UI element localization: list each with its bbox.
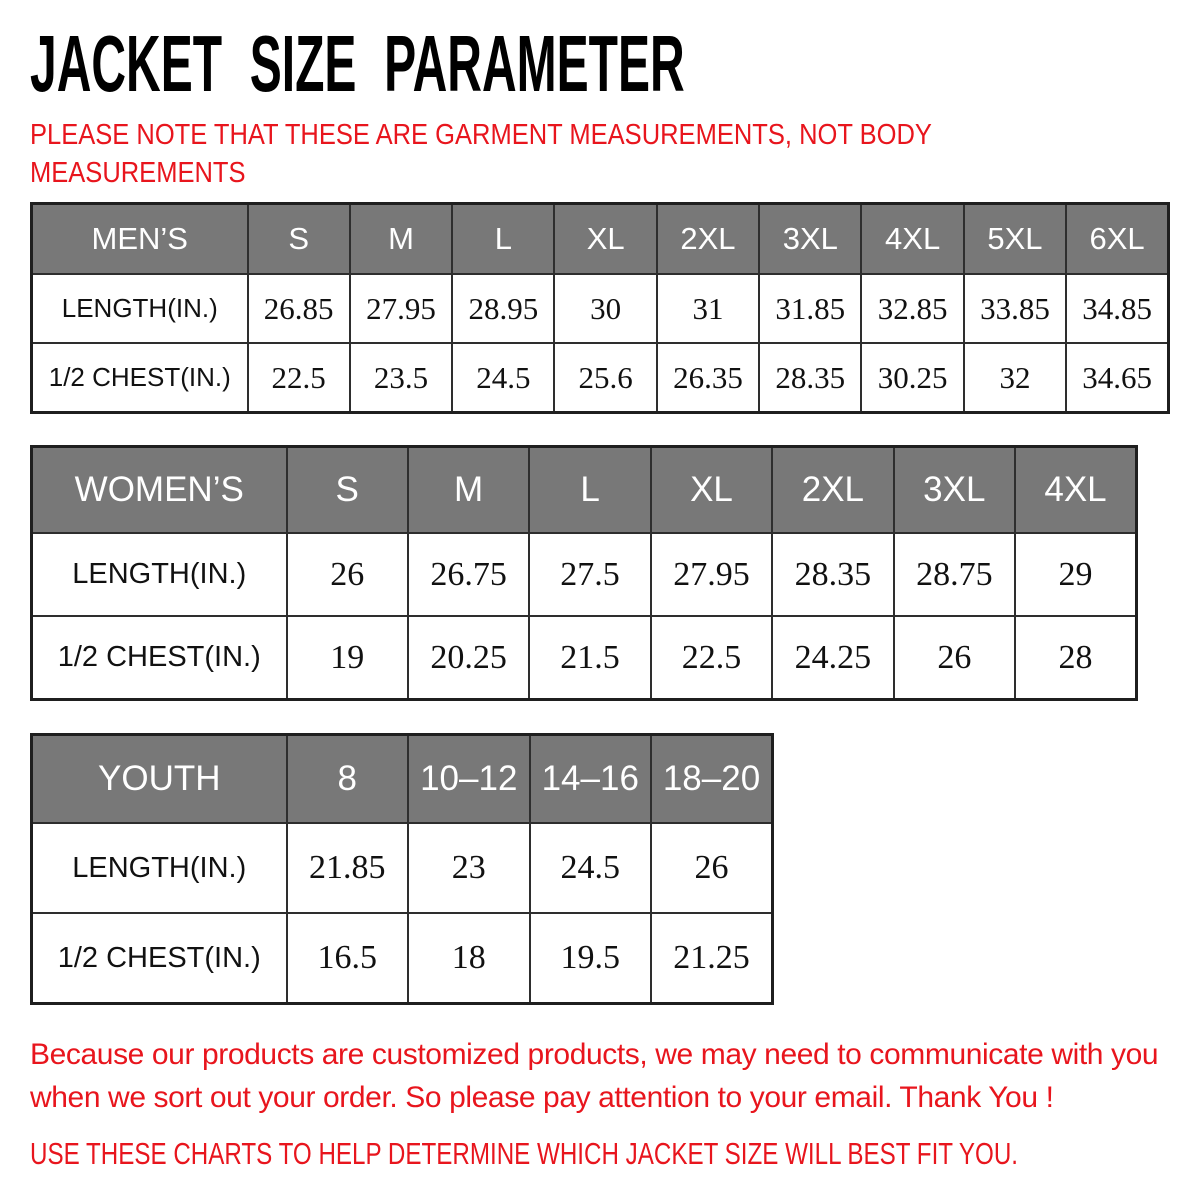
womens-size-header-4xl: 4XL — [1015, 447, 1136, 534]
youth-table-title: YOUTH — [32, 735, 287, 824]
customization-notice-line-2: when we sort out your order. So please pay attention to your email. Thank You ! — [30, 1081, 1054, 1114]
cell-value: 20.25 — [408, 616, 529, 700]
cell-value: 27.95 — [350, 274, 452, 343]
mens-size-header-6xl: 6XL — [1066, 204, 1168, 275]
row-label-chest: 1/2 CHEST(IN.) — [32, 343, 248, 413]
mens-size-header-4xl: 4XL — [861, 204, 963, 275]
cell-value: 26 — [651, 823, 773, 913]
youth-header-row — [32, 735, 773, 824]
customization-notice — [30, 1033, 1200, 1119]
cell-value: 21.85 — [287, 823, 409, 913]
mens-size-header-xl: XL — [554, 204, 656, 275]
womens-length-row — [32, 533, 1137, 616]
row-label-length: LENGTH(IN.) — [32, 823, 287, 913]
youth-length-row — [32, 823, 773, 913]
womens-size-header-l: L — [529, 447, 650, 534]
cell-value: 23.5 — [350, 343, 452, 413]
womens-size-header-m: M — [408, 447, 529, 534]
mens-size-header-s: S — [248, 204, 350, 275]
youth-chest-row — [32, 913, 773, 1004]
cell-value: 22.5 — [651, 616, 772, 700]
cell-value: 16.5 — [287, 913, 409, 1004]
cell-value: 28.95 — [452, 274, 554, 343]
cell-value: 19 — [287, 616, 408, 700]
note-line-1: PLEASE NOTE THAT THESE ARE GARMENT MEASUREMENTS, NOT BODY — [30, 119, 932, 151]
cell-value: 33.85 — [964, 274, 1066, 343]
cell-value: 31 — [657, 274, 759, 343]
mens-size-header-m: M — [350, 204, 452, 275]
cell-value: 27.5 — [529, 533, 650, 616]
row-label-length: LENGTH(IN.) — [32, 533, 287, 616]
youth-size-header-18-20: 18–20 — [651, 735, 773, 824]
cell-value: 28.35 — [759, 343, 861, 413]
chart-usage-hint-text: USE THESE CHARTS TO HELP DETERMINE WHICH JACKET SIZE WILL BEST FIT YOU. — [30, 1136, 1019, 1171]
row-label-length: LENGTH(IN.) — [32, 274, 248, 343]
cell-value: 32.85 — [861, 274, 963, 343]
cell-value: 25.6 — [554, 343, 656, 413]
row-label-chest: 1/2 CHEST(IN.) — [32, 616, 287, 700]
youth-size-header-14-16: 14–16 — [530, 735, 652, 824]
cell-value: 34.65 — [1066, 343, 1168, 413]
customization-notice-line-1: Because our products are customized products, we may need to communicate with you — [30, 1038, 1159, 1071]
womens-size-header-xl: XL — [651, 447, 772, 534]
cell-value: 24.5 — [530, 823, 652, 913]
cell-value: 21.25 — [651, 913, 773, 1004]
mens-header-row — [32, 204, 1169, 275]
cell-value: 19.5 — [530, 913, 652, 1004]
youth-size-header-10-12: 10–12 — [408, 735, 530, 824]
page-title-text: JACKET SIZE PARAMETER — [30, 19, 685, 108]
cell-value: 28 — [1015, 616, 1136, 700]
cell-value: 26 — [894, 616, 1015, 700]
cell-value: 27.95 — [651, 533, 772, 616]
youth-size-table — [30, 733, 774, 1005]
cell-value: 30.25 — [861, 343, 963, 413]
cell-value: 31.85 — [759, 274, 861, 343]
mens-size-header-2xl: 2XL — [657, 204, 759, 275]
cell-value: 34.85 — [1066, 274, 1168, 343]
cell-value: 18 — [408, 913, 530, 1004]
cell-value: 29 — [1015, 533, 1136, 616]
cell-value: 26.85 — [248, 274, 350, 343]
cell-value: 22.5 — [248, 343, 350, 413]
youth-size-header-8: 8 — [287, 735, 409, 824]
womens-size-header-2xl: 2XL — [772, 447, 893, 534]
mens-chest-row — [32, 343, 1169, 413]
cell-value: 23 — [408, 823, 530, 913]
mens-size-header-3xl: 3XL — [759, 204, 861, 275]
womens-size-header-s: S — [287, 447, 408, 534]
row-label-chest: 1/2 CHEST(IN.) — [32, 913, 287, 1004]
mens-table-title: MEN’S — [32, 204, 248, 275]
womens-table-title: WOMEN’S — [32, 447, 287, 534]
chart-usage-hint — [30, 1134, 1200, 1174]
womens-size-table — [30, 445, 1138, 701]
garment-measurement-note — [30, 116, 1060, 192]
page-title — [30, 19, 1200, 108]
cell-value: 21.5 — [529, 616, 650, 700]
mens-size-header-5xl: 5XL — [964, 204, 1066, 275]
cell-value: 32 — [964, 343, 1066, 413]
womens-size-header-3xl: 3XL — [894, 447, 1015, 534]
cell-value: 26.75 — [408, 533, 529, 616]
note-line-2: MEASUREMENTS — [30, 157, 246, 189]
womens-chest-row — [32, 616, 1137, 700]
mens-size-header-l: L — [452, 204, 554, 275]
womens-header-row — [32, 447, 1137, 534]
mens-length-row — [32, 274, 1169, 343]
cell-value: 30 — [554, 274, 656, 343]
cell-value: 26 — [287, 533, 408, 616]
cell-value: 28.35 — [772, 533, 893, 616]
cell-value: 28.75 — [894, 533, 1015, 616]
cell-value: 26.35 — [657, 343, 759, 413]
cell-value: 24.5 — [452, 343, 554, 413]
cell-value: 24.25 — [772, 616, 893, 700]
mens-size-table — [30, 202, 1170, 414]
